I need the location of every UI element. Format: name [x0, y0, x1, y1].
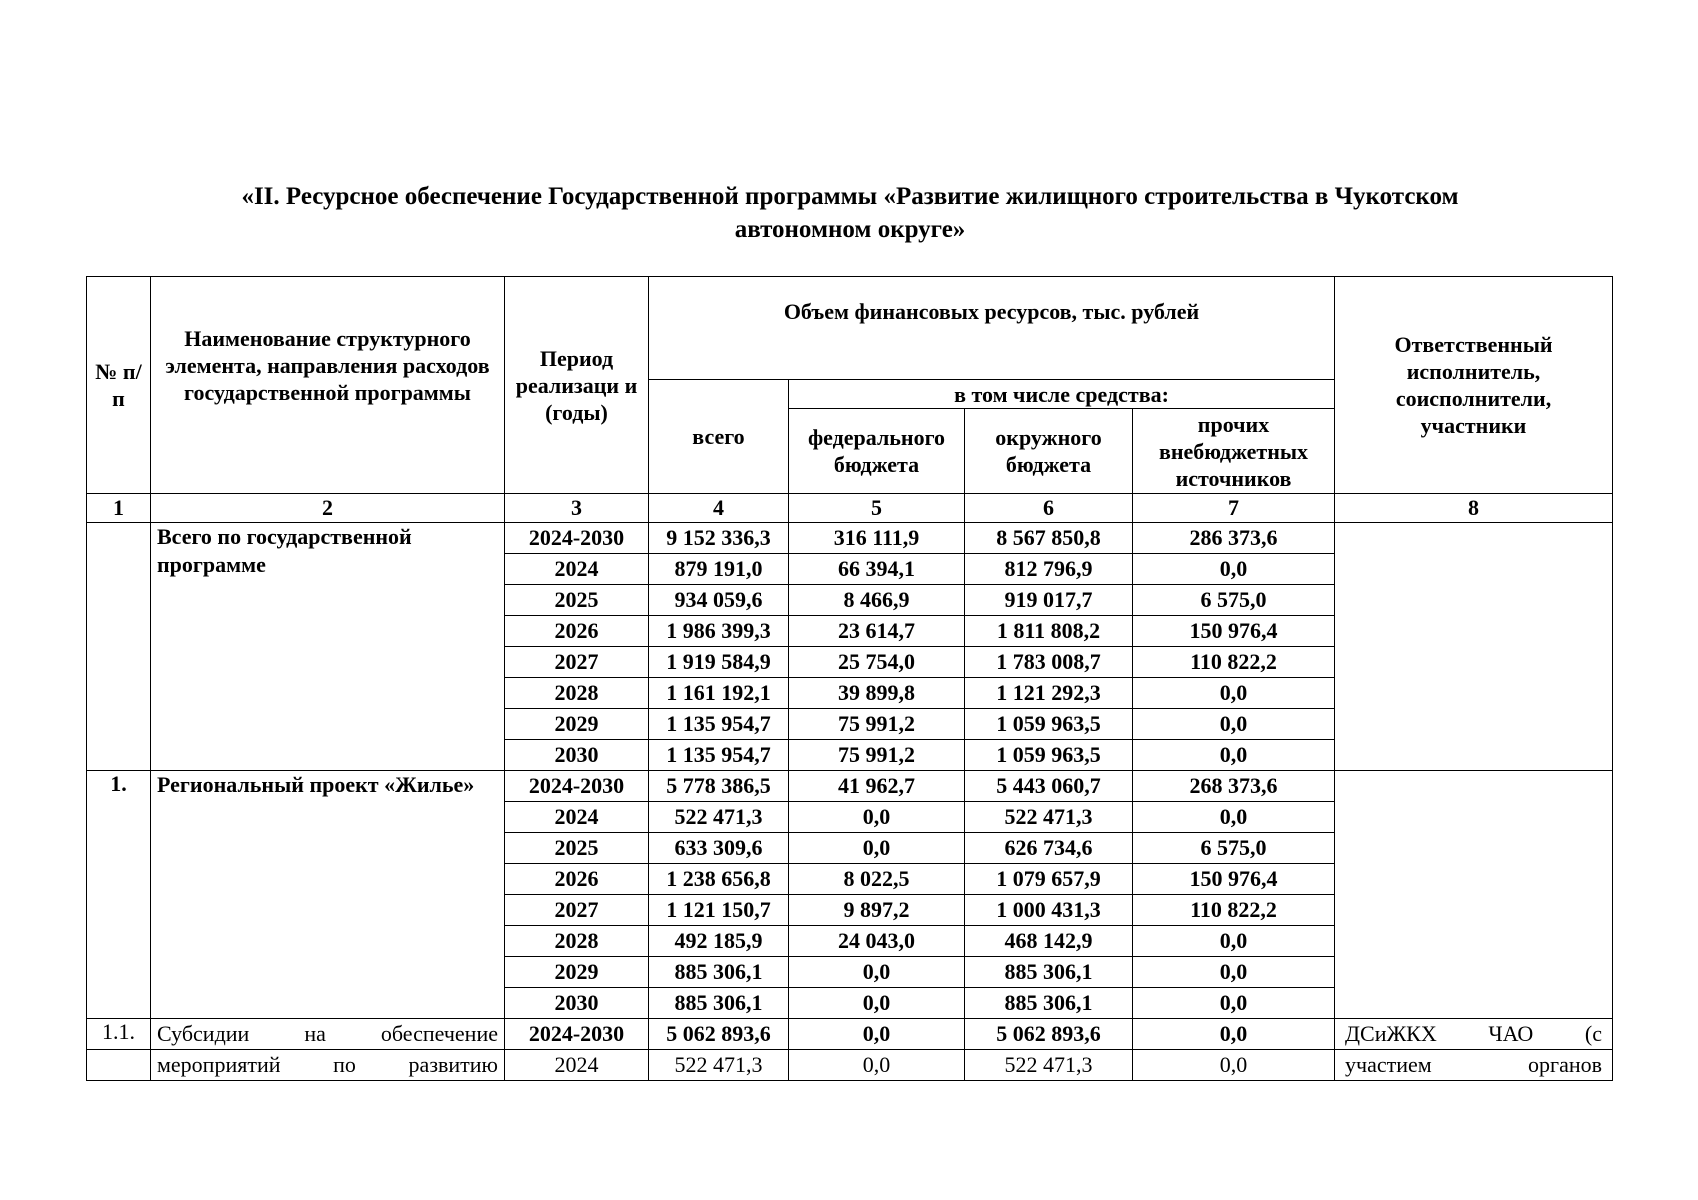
- federal-cell: 0,0: [789, 1019, 965, 1050]
- federal-cell: 8 466,9: [789, 585, 965, 616]
- table-row: [87, 771, 1613, 802]
- federal-cell: 0,0: [789, 988, 965, 1019]
- section-number: 1.: [87, 771, 151, 1019]
- column-number: 7: [1133, 494, 1335, 523]
- district-cell: 1 059 963,5: [965, 709, 1133, 740]
- header-period: Период реализаци и (годы): [505, 277, 649, 494]
- other-cell: 0,0: [1133, 678, 1335, 709]
- responsible-line: участием органов: [1335, 1050, 1613, 1081]
- federal-cell: 75 991,2: [789, 709, 965, 740]
- other-cell: 0,0: [1133, 957, 1335, 988]
- period-cell: 2024-2030: [505, 1019, 649, 1050]
- other-cell: 0,0: [1133, 1019, 1335, 1050]
- column-number: 6: [965, 494, 1133, 523]
- period-cell: 2026: [505, 864, 649, 895]
- period-cell: 2030: [505, 988, 649, 1019]
- federal-cell: 316 111,9: [789, 523, 965, 554]
- district-cell: 1 811 808,2: [965, 616, 1133, 647]
- column-number: 2: [151, 494, 505, 523]
- period-cell: 2024-2030: [505, 771, 649, 802]
- section-number-continued: [87, 1050, 151, 1081]
- section-name-line: мероприятий по развитию: [151, 1050, 505, 1081]
- federal-cell: 8 022,5: [789, 864, 965, 895]
- total-cell: 1 238 656,8: [649, 864, 789, 895]
- total-cell: 5 778 386,5: [649, 771, 789, 802]
- period-cell: 2024: [505, 554, 649, 585]
- total-cell: 885 306,1: [649, 988, 789, 1019]
- total-cell: 1 986 399,3: [649, 616, 789, 647]
- district-cell: 468 142,9: [965, 926, 1133, 957]
- period-cell: 2030: [505, 740, 649, 771]
- total-cell: 492 185,9: [649, 926, 789, 957]
- period-cell: 2027: [505, 895, 649, 926]
- other-cell: 110 822,2: [1133, 647, 1335, 678]
- responsible-cell: [1335, 771, 1613, 1019]
- district-cell: 1 079 657,9: [965, 864, 1133, 895]
- district-cell: 812 796,9: [965, 554, 1133, 585]
- section-name-line: Субсидии на обеспечение: [151, 1019, 505, 1050]
- period-cell: 2025: [505, 585, 649, 616]
- resource-table: [86, 276, 1613, 1081]
- period-cell: 2028: [505, 926, 649, 957]
- district-cell: 885 306,1: [965, 957, 1133, 988]
- federal-cell: 0,0: [789, 957, 965, 988]
- federal-cell: 39 899,8: [789, 678, 965, 709]
- column-number: 1: [87, 494, 151, 523]
- total-cell: 522 471,3: [649, 802, 789, 833]
- total-cell: 1 919 584,9: [649, 647, 789, 678]
- district-cell: 919 017,7: [965, 585, 1133, 616]
- other-cell: 110 822,2: [1133, 895, 1335, 926]
- federal-cell: 25 754,0: [789, 647, 965, 678]
- header-num: № п/п: [87, 277, 151, 494]
- district-cell: 626 734,6: [965, 833, 1133, 864]
- total-cell: 1 121 150,7: [649, 895, 789, 926]
- federal-cell: 41 962,7: [789, 771, 965, 802]
- other-cell: 150 976,4: [1133, 616, 1335, 647]
- district-cell: 5 062 893,6: [965, 1019, 1133, 1050]
- district-cell: 1 121 292,3: [965, 678, 1133, 709]
- other-cell: 0,0: [1133, 988, 1335, 1019]
- total-cell: 879 191,0: [649, 554, 789, 585]
- other-cell: 268 373,6: [1133, 771, 1335, 802]
- other-cell: 6 575,0: [1133, 585, 1335, 616]
- section-name: Региональный проект «Жилье»: [151, 771, 505, 1019]
- district-cell: 522 471,3: [965, 802, 1133, 833]
- period-cell: 2024: [505, 1050, 649, 1081]
- total-cell: 633 309,6: [649, 833, 789, 864]
- district-cell: 1 059 963,5: [965, 740, 1133, 771]
- total-cell: 885 306,1: [649, 957, 789, 988]
- total-cell: 522 471,3: [649, 1050, 789, 1081]
- table-row: [87, 1050, 1613, 1081]
- header-responsible: Ответственный исполнитель, соисполнители, участники: [1335, 277, 1613, 494]
- federal-cell: 24 043,0: [789, 926, 965, 957]
- other-cell: 0,0: [1133, 554, 1335, 585]
- header-federal: федерального бюджета: [789, 409, 965, 494]
- period-cell: 2024: [505, 802, 649, 833]
- other-cell: 6 575,0: [1133, 833, 1335, 864]
- period-cell: 2024-2030: [505, 523, 649, 554]
- federal-cell: 0,0: [789, 833, 965, 864]
- period-cell: 2027: [505, 647, 649, 678]
- document-title: [86, 180, 1614, 246]
- district-cell: 522 471,3: [965, 1050, 1133, 1081]
- total-cell: 1 135 954,7: [649, 709, 789, 740]
- other-cell: 150 976,4: [1133, 864, 1335, 895]
- period-cell: 2029: [505, 957, 649, 988]
- header-total: всего: [649, 380, 789, 494]
- other-cell: 0,0: [1133, 1050, 1335, 1081]
- total-cell: 1 161 192,1: [649, 678, 789, 709]
- district-cell: 8 567 850,8: [965, 523, 1133, 554]
- federal-cell: 66 394,1: [789, 554, 965, 585]
- total-cell: 1 135 954,7: [649, 740, 789, 771]
- period-cell: 2026: [505, 616, 649, 647]
- period-cell: 2025: [505, 833, 649, 864]
- header-name: Наименование структурного элемента, направления расходов государственной программы: [151, 277, 505, 494]
- period-cell: 2028: [505, 678, 649, 709]
- other-cell: 0,0: [1133, 709, 1335, 740]
- header-including: в том числе средства:: [789, 380, 1335, 409]
- total-cell: 934 059,6: [649, 585, 789, 616]
- total-cell: 5 062 893,6: [649, 1019, 789, 1050]
- title-line-2: автономном округе»: [734, 216, 966, 243]
- column-number: 8: [1335, 494, 1613, 523]
- header-other: прочих внебюджетных источников: [1133, 409, 1335, 494]
- column-number: 3: [505, 494, 649, 523]
- table-row: [87, 523, 1613, 554]
- period-cell: 2029: [505, 709, 649, 740]
- header-district: окружного бюджета: [965, 409, 1133, 494]
- table-header: [87, 277, 1613, 494]
- district-cell: 885 306,1: [965, 988, 1133, 1019]
- column-numbers-row: [87, 494, 1613, 523]
- other-cell: 0,0: [1133, 740, 1335, 771]
- section-number: 1.1.: [87, 1019, 151, 1050]
- federal-cell: 9 897,2: [789, 895, 965, 926]
- other-cell: 286 373,6: [1133, 523, 1335, 554]
- federal-cell: 23 614,7: [789, 616, 965, 647]
- federal-cell: 75 991,2: [789, 740, 965, 771]
- district-cell: 1 000 431,3: [965, 895, 1133, 926]
- district-cell: 1 783 008,7: [965, 647, 1133, 678]
- table-row: [87, 1019, 1613, 1050]
- other-cell: 0,0: [1133, 926, 1335, 957]
- responsible-cell: [1335, 523, 1613, 771]
- other-cell: 0,0: [1133, 802, 1335, 833]
- table-body: [87, 494, 1613, 1081]
- header-volume: Объем финансовых ресурсов, тыс. рублей: [649, 277, 1335, 380]
- federal-cell: 0,0: [789, 1050, 965, 1081]
- federal-cell: 0,0: [789, 802, 965, 833]
- section-number: [87, 523, 151, 771]
- responsible-line: ДСиЖКХ ЧАО (с: [1335, 1019, 1613, 1050]
- title-line-1: «II. Ресурсное обеспечение Государственной программы «Развитие жилищного строительства в Чукотском: [241, 183, 1459, 210]
- section-name: Всего по государственной программе: [151, 523, 505, 771]
- total-cell: 9 152 336,3: [649, 523, 789, 554]
- column-number: 5: [789, 494, 965, 523]
- district-cell: 5 443 060,7: [965, 771, 1133, 802]
- column-number: 4: [649, 494, 789, 523]
